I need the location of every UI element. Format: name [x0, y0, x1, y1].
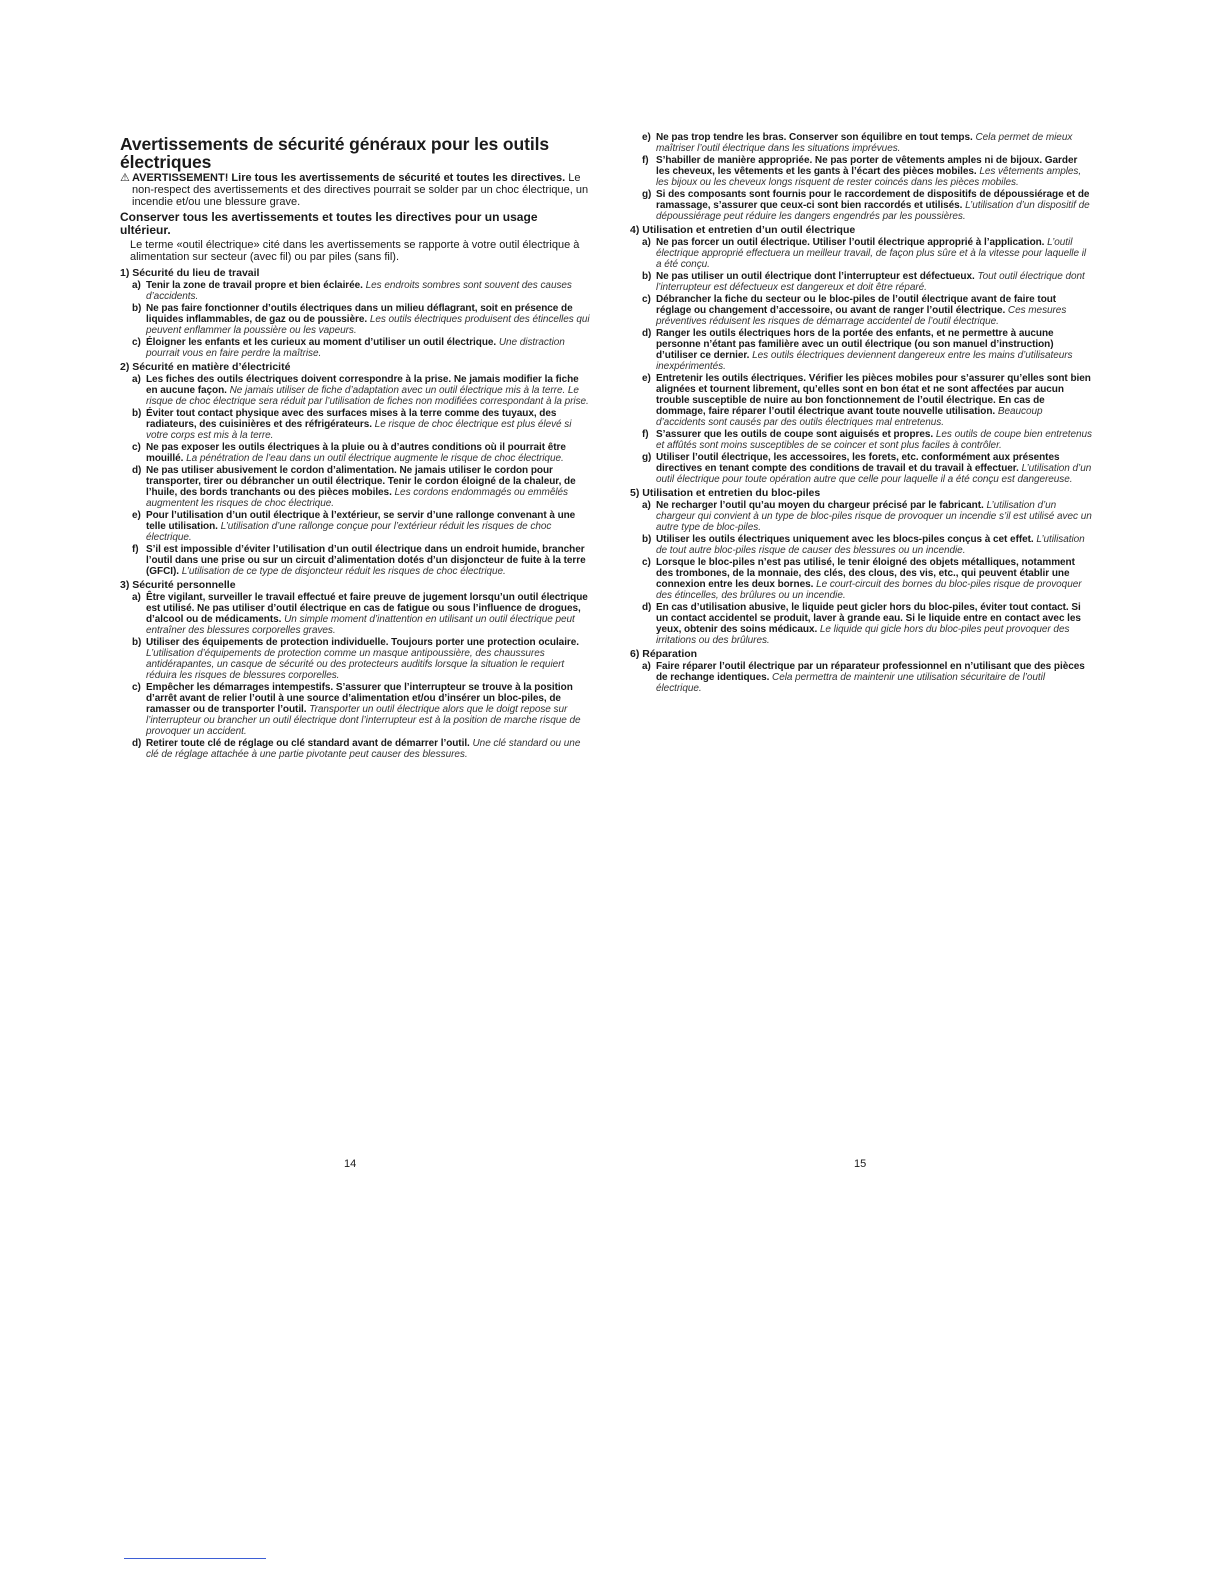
item-explanation: Une clé standard ou une clé de réglage attachée à une partie pivotante peut causer des blessures. [146, 738, 581, 760]
list-item [630, 429, 1092, 451]
item-explanation: Ces mesures préventives réduisent les risques de démarrage accidentel de l’outil électrique. [656, 305, 1067, 327]
item-letter: d) [132, 738, 142, 749]
item-explanation: La pénétration de l’eau dans un outil électrique augmente le risque de choc électrique. [183, 453, 564, 464]
section-work-area [120, 267, 590, 359]
warning-paragraph [120, 172, 590, 208]
item-letter: f) [642, 155, 649, 166]
item-letter: b) [642, 534, 652, 545]
warning-triangle-icon: ⚠ [120, 172, 130, 184]
item-letter: a) [132, 592, 141, 603]
section-heading: 2) Sécurité en matière d’électricité [120, 361, 291, 373]
item-letter: c) [132, 682, 141, 693]
item-explanation: Les endroits sombres sont souvent des causes d’accidents. [146, 280, 572, 302]
item-instruction: Empêcher les démarrages intempestifs. S’assurer que l’interrupteur se trouve à la position d’arrêt avant de relier l’outil à une source d’alimentation et/ou d’insérer un bloc-piles, de ramasser ou de transporter l’outil. [146, 682, 573, 715]
item-explanation: L’utilisation d’une rallonge conçue pour l’extérieur réduit les risques de choc électrique. [146, 521, 552, 543]
item-instruction: Éviter tout contact physique avec des surfaces mises à la terre comme des tuyaux, des radiateurs, des cuisinières et des réfrigérateurs. [146, 408, 557, 430]
item-instruction: Retirer toute clé de réglage ou clé standard avant de démarrer l’outil. [146, 738, 470, 749]
item-letter: c) [132, 337, 141, 348]
intro-paragraph: Le terme «outil électrique» cité dans les avertissements se rapporte à votre outil électrique à alimentation sur secteur (avec fil) ou par piles (sans fil). [130, 239, 580, 263]
item-letter: e) [642, 373, 651, 384]
list-item [630, 452, 1092, 485]
item-explanation: L’utilisation d’un dispositif de dépoussiérage peut réduire les dangers engendrés par les poussières. [656, 200, 1090, 222]
section-personal-cont [630, 132, 1092, 222]
list-item [120, 337, 590, 359]
list-item [120, 738, 590, 760]
item-instruction: S’il est impossible d’éviter l’utilisation d’un outil électrique dans un endroit humide, brancher l’outil dans une prise ou sur un circuit d’alimentation dotés d’un disjoncteur de fuite à la terre (GFCI). [146, 544, 586, 577]
list-item [120, 510, 590, 543]
list-item [630, 132, 1092, 154]
item-instruction: Faire réparer l’outil électrique par un réparateur professionnel en n’utilisant que des pièces de rechange identiques. [656, 661, 1085, 683]
item-letter: a) [642, 237, 651, 248]
item-instruction: Ne pas trop tendre les bras. Conserver son équilibre en tout temps. [656, 132, 973, 143]
section-heading: 4) Utilisation et entretien d’un outil électrique [630, 224, 856, 236]
item-instruction: En cas d’utilisation abusive, le liquide peut gicler hors du bloc-piles, éviter tout contact. Si un contact accidentel se produit, laver à grande eau. Si le liquide entre en contact avec les yeux, obtenir des soins médicaux. [656, 602, 1081, 635]
item-instruction: Utiliser l’outil électrique, les accessoires, les forets, etc. conformément aux présentes directives en tenant compte des conditions de travail et du travail à effectuer. [656, 452, 1060, 474]
item-instruction: Éloigner les enfants et les curieux au moment d’utiliser un outil électrique. [146, 337, 497, 348]
item-letter: a) [132, 280, 141, 291]
left-column [120, 132, 590, 761]
item-explanation: Tout outil électrique dont l’interrupteur est défectueux est dangereux et doit être réparé. [656, 271, 1085, 293]
list-item [630, 500, 1092, 533]
item-explanation: L’utilisation d’un chargeur qui convient à un type de bloc-piles risque de provoquer un incendie s’il est utilisé avec un autre type de bloc-piles. [656, 500, 1092, 533]
item-explanation: Transporter un outil électrique alors que le doigt repose sur l’interrupteur ou brancher un outil électrique dont l’interrupteur est à la position de marche risque de provoquer un accident. [146, 704, 581, 737]
list-item [630, 237, 1092, 270]
list-item [630, 328, 1092, 372]
item-letter: c) [642, 294, 651, 305]
item-letter: c) [642, 557, 651, 568]
item-instruction: Débrancher la fiche du secteur ou le bloc-piles de l’outil électrique avant de faire tout réglage ou changement d’accessoire, ou avant de ranger l’outil électrique. [656, 294, 1057, 316]
item-letter: f) [642, 429, 649, 440]
item-instruction: Entretenir les outils électriques. Vérifier les pièces mobiles pour s’assurer qu’elles sont bien alignées et tournent librement, qu’elles sont en bon état et ne sont affectées par aucun trouble susceptible de nuire au bon fonctionnement de l’outil électrique. En cas de dommage, faire réparer l’outil électrique avant toute nouvelle utilisation. [656, 373, 1091, 417]
item-instruction: Ne pas exposer les outils électriques à la pluie ou à d’autres conditions où il pourrait être mouillé. [146, 442, 566, 464]
warning-text: Le non-respect des avertissements et des directives pourrait se solder par un choc électrique, un incendie et/ou une blessure grave. [132, 172, 589, 208]
item-explanation: Le liquide qui gicle hors du bloc-piles peut provoquer des irritations ou des brûlures. [656, 624, 1070, 646]
footer-link-underline [124, 1558, 266, 1559]
item-instruction: Ne pas forcer un outil électrique. Utiliser l’outil électrique approprié à l’application. [656, 237, 1045, 248]
section-heading: 1) Sécurité du lieu de travail [120, 267, 260, 279]
item-letter: d) [642, 328, 652, 339]
item-instruction: S’habiller de manière appropriée. Ne pas porter de vêtements amples ni de bijoux. Garder les cheveux, les vêtements et les gants à l’écart des pièces mobiles. [656, 155, 1078, 177]
list-item [120, 374, 590, 407]
list-item [630, 271, 1092, 293]
list-item [120, 544, 590, 577]
item-explanation: Cela permet de mieux maîtriser l’outil électrique dans les situations imprévues. [656, 132, 1073, 154]
item-letter: g) [642, 189, 652, 200]
section-service [630, 648, 1092, 694]
list-item [120, 592, 590, 636]
list-item [630, 661, 1092, 694]
item-letter: a) [642, 661, 651, 672]
section-heading: 5) Utilisation et entretien du bloc-piles [630, 487, 821, 499]
list-item [120, 280, 590, 302]
list-item [630, 294, 1092, 327]
item-letter: a) [132, 374, 141, 385]
list-item [630, 557, 1092, 601]
section-heading: 6) Réparation [630, 648, 698, 660]
item-explanation: Cela permettra de maintenir une utilisation sécuritaire de l’outil électrique. [656, 672, 1046, 694]
item-instruction: Utiliser les outils électriques uniquement avec les blocs-piles conçus à cet effet. [656, 534, 1034, 545]
warning-bold: AVERTISSEMENT! Lire tous les avertissements de sécurité et toutes les directives. [132, 172, 566, 184]
list-item [120, 465, 590, 509]
item-explanation: Les outils de coupe bien entretenus et affûtés sont moins susceptibles de se coincer et sont plus faciles à contrôler. [656, 429, 1093, 451]
list-item [630, 373, 1092, 428]
item-letter: b) [132, 303, 142, 314]
keep-instructions-heading: Conserver tous les avertissements et toutes les directives pour un usage ultérieur. [120, 210, 538, 237]
item-explanation: Les outils électriques produisent des étincelles qui peuvent enflammer la poussière ou les vapeurs. [146, 314, 590, 336]
item-letter: g) [642, 452, 652, 463]
item-instruction: Lorsque le bloc-piles n’est pas utilisé, le tenir éloigné des objets métalliques, notamment des trombones, de la monnaie, des clés, des clous, des vis, etc., qui peuvent établir une connexion entre les deux bornes. [656, 557, 1075, 590]
list-item [120, 303, 590, 336]
item-instruction: Tenir la zone de travail propre et bien éclairée. [146, 280, 363, 291]
item-instruction: Pour l’utilisation d’un outil électrique à l’extérieur, se servir d’une rallonge convenant à une telle utilisation. [146, 510, 576, 532]
item-instruction: Ne pas utiliser abusivement le cordon d’alimentation. Ne jamais utiliser le cordon pour transporter, tirer ou débrancher un outil électrique. Tenir le cordon éloigné de la chaleur, de l’huile, des bords tranchants ou des pièces mobiles. [146, 465, 576, 498]
section-heading: 3) Sécurité personnelle [120, 579, 236, 591]
item-instruction: Utiliser des équipements de protection individuelle. Toujours porter une protection oculaire. [146, 637, 580, 648]
item-explanation: Ne jamais utiliser de fiche d’adaptation avec un outil électrique mis à la terre. Le risque de choc électrique sera réduit par l’utilisation de fiches non modifiées correspondant à la prise. [146, 385, 589, 407]
item-explanation: Les cordons endommagés ou emmêlés augmentent les risques de choc électrique. [146, 487, 568, 509]
item-instruction: Ne recharger l’outil qu’au moyen du chargeur précisé par le fabricant. [656, 500, 984, 511]
list-item [120, 408, 590, 441]
item-explanation: L’utilisation d’un outil électrique pour toute opération autre que celle pour laquelle il a été conçu est dangereuse. [656, 463, 1092, 485]
list-item [630, 189, 1092, 222]
item-explanation: L’utilisation de ce type de disjoncteur réduit les risques de choc électrique. [178, 566, 506, 577]
item-explanation: Le court-circuit des bornes du bloc-piles risque de provoquer des étincelles, des brûlures ou un incendie. [656, 579, 1082, 601]
item-explanation: Une distraction pourrait vous en faire perdre la maîtrise. [146, 337, 565, 359]
item-explanation: Un simple moment d’inattention en utilisant un outil électrique peut entraîner des blessures corporelles graves. [146, 614, 575, 636]
page-title: Avertissements de sécurité généraux pour les outils électriques [120, 134, 549, 172]
item-letter: b) [642, 271, 652, 282]
item-letter: b) [132, 408, 142, 419]
item-instruction: Être vigilant, surveiller le travail effectué et faire preuve de jugement lorsqu’un outil électrique est utilisé. Ne pas utiliser d’outil électrique en cas de fatigue ou sous l’influence de drogues, d’alcool ou de médicaments. [146, 592, 588, 625]
item-letter: e) [642, 132, 651, 143]
item-letter: e) [132, 510, 141, 521]
item-instruction: Ne pas faire fonctionner d’outils électriques dans un milieu déflagrant, soit en présence de liquides inflammables, de gaz ou de poussière. [146, 303, 573, 325]
item-instruction: Les fiches des outils électriques doivent correspondre à la prise. Ne jamais modifier la fiche en aucune façon. [146, 374, 579, 396]
item-explanation: Les outils électriques deviennent dangereux entre les mains d’utilisateurs inexpérimentés. [656, 350, 1073, 372]
item-letter: c) [132, 442, 141, 453]
list-item [120, 682, 590, 737]
item-explanation: Beaucoup d’accidents sont causés par des outils électriques mal entretenus. [656, 406, 1043, 428]
item-letter: a) [642, 500, 651, 511]
section-tool-use [630, 224, 1092, 485]
list-item [120, 442, 590, 464]
list-item [630, 155, 1092, 188]
item-letter: d) [132, 465, 142, 476]
right-column [630, 132, 1092, 695]
list-item [630, 534, 1092, 556]
list-item [630, 602, 1092, 646]
item-explanation: Les vêtements amples, les bijoux ou les cheveux longs risquent de rester coincés dans les pièces mobiles. [656, 166, 1082, 188]
item-letter: b) [132, 637, 142, 648]
section-electrical [120, 361, 590, 577]
item-explanation: L’outil électrique approprié effectuera un meilleur travail, de façon plus sûre et à la vitesse pour laquelle il a été conçu. [656, 237, 1087, 270]
page-number-left: 14 [344, 1158, 357, 1170]
item-letter: d) [642, 602, 652, 613]
section-battery [630, 487, 1092, 646]
item-instruction: Ne pas utiliser un outil électrique dont l’interrupteur est défectueux. [656, 271, 975, 282]
item-explanation: Le risque de choc électrique est plus élevé si votre corps est mis à la terre. [146, 419, 572, 441]
page-number-right: 15 [854, 1158, 867, 1170]
item-instruction: Ranger les outils électriques hors de la portée des enfants, et ne permettre à aucune personne n’étant pas familière avec un outil électrique (ou son manuel d’instruction) d’utiliser ce dernier. [656, 328, 1054, 361]
section-personal [120, 579, 590, 760]
list-item [120, 637, 590, 681]
item-instruction: Si des composants sont fournis pour le raccordement de dispositifs de dépoussiérage et de ramassage, s’assurer que ceux-ci sont bien raccordés et utilisés. [656, 189, 1090, 211]
item-instruction: S’assurer que les outils de coupe sont aiguisés et propres. [656, 429, 934, 440]
item-explanation: L’utilisation de tout autre bloc-piles risque de causer des blessures ou un incendie. [656, 534, 1085, 556]
item-letter: f) [132, 544, 139, 555]
item-explanation: L’utilisation d’équipements de protection comme un masque antipoussière, des chaussures antidérapantes, un casque de sécurité ou des protecteurs auditifs lorsque la situation le requiert réduira les risques de blessures corporelles. [146, 648, 565, 681]
